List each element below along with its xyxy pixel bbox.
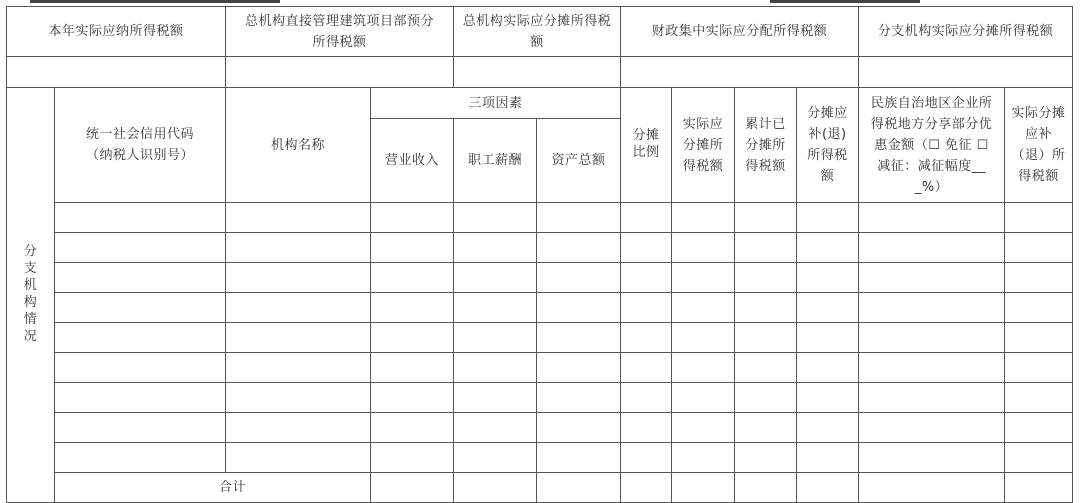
actual-share-cell[interactable] (672, 413, 735, 443)
table-row (7, 323, 1073, 353)
accum-share-cell[interactable] (735, 443, 797, 473)
hq-share-value[interactable] (454, 57, 621, 88)
actual-share-header: 实际应分摊所得税额 (672, 88, 735, 203)
assets-cell[interactable] (537, 413, 621, 443)
refund-cell[interactable] (797, 263, 859, 293)
ratio-cell[interactable] (621, 413, 672, 443)
branch-share-value[interactable] (859, 57, 1073, 88)
branch-header-row-1 (7, 88, 1073, 119)
revenue-cell[interactable] (371, 293, 454, 323)
actual-refund-cell[interactable] (1005, 263, 1073, 293)
three-factors-header: 三项因素 (371, 88, 621, 119)
refund-header: 分摊应补(退)所得税额 (797, 88, 859, 203)
salary-cell[interactable] (454, 383, 537, 413)
ethnic-region-header: 民族自治地区企业所得税地方分享部分优惠金额（☐ 免征 ☐ 减征：减征幅度___%） (859, 88, 1005, 203)
ethnic-cell[interactable] (859, 383, 1005, 413)
actual-share-cell[interactable] (672, 293, 735, 323)
ratio-cell[interactable] (621, 443, 672, 473)
actual-refund-cell[interactable] (1005, 293, 1073, 323)
assets-cell[interactable] (537, 293, 621, 323)
revenue-cell[interactable] (371, 323, 454, 353)
ethnic-cell[interactable] (859, 413, 1005, 443)
ratio-cell[interactable] (621, 323, 672, 353)
assets-cell[interactable] (537, 443, 621, 473)
fiscal-value[interactable] (621, 57, 859, 88)
ratio-header: 分摊比例 (621, 88, 672, 203)
actual-share-cell[interactable] (672, 233, 735, 263)
summary-value-row (7, 57, 1073, 88)
actual-share-cell[interactable] (672, 383, 735, 413)
credit-code-cell[interactable] (55, 383, 226, 413)
ratio-cell[interactable] (621, 203, 672, 233)
refund-cell[interactable] (797, 353, 859, 383)
refund-cell[interactable] (797, 293, 859, 323)
actual-share-cell[interactable] (672, 443, 735, 473)
ratio-cell[interactable] (621, 233, 672, 263)
summary-header-row (7, 7, 1073, 57)
accum-share-cell[interactable] (735, 263, 797, 293)
actual-share-cell[interactable] (672, 263, 735, 293)
refund-cell[interactable] (797, 443, 859, 473)
hq-share-header: 总机构实际应分摊所得税额 (454, 7, 621, 57)
salary-cell[interactable] (454, 233, 537, 263)
ethnic-cell[interactable] (859, 203, 1005, 233)
table-row (7, 383, 1073, 413)
accum-share-cell[interactable] (735, 293, 797, 323)
actual-refund-cell[interactable] (1005, 353, 1073, 383)
revenue-cell[interactable] (371, 443, 454, 473)
table-row (7, 203, 1073, 233)
accum-share-cell[interactable] (735, 353, 797, 383)
salary-cell[interactable] (454, 323, 537, 353)
ratio-cell[interactable] (621, 263, 672, 293)
actual-share-cell[interactable] (672, 203, 735, 233)
org-name-cell[interactable] (226, 203, 371, 233)
actual-refund-cell[interactable] (1005, 323, 1073, 353)
accum-share-cell[interactable] (735, 413, 797, 443)
salary-header: 职工薪酬 (454, 119, 537, 203)
ethnic-cell[interactable] (859, 293, 1005, 323)
table-row (7, 293, 1073, 323)
ethnic-cell[interactable] (859, 233, 1005, 263)
salary-cell[interactable] (454, 413, 537, 443)
salary-cell[interactable] (454, 443, 537, 473)
ethnic-cell[interactable] (859, 353, 1005, 383)
revenue-header: 营业收入 (371, 119, 454, 203)
revenue-cell[interactable] (371, 263, 454, 293)
accum-share-cell[interactable] (735, 203, 797, 233)
fiscal-header: 财政集中实际应分配所得税额 (621, 7, 859, 57)
table-row (7, 443, 1073, 473)
branch-share-header: 分支机构实际应分摊所得税额 (859, 7, 1073, 57)
table-row (7, 413, 1073, 443)
actual-refund-cell[interactable] (1005, 203, 1073, 233)
credit-code-cell[interactable] (55, 353, 226, 383)
ethnic-cell[interactable] (859, 263, 1005, 293)
branch-side-label: 分支机构情况 (7, 88, 55, 503)
actual-share-cell[interactable] (672, 353, 735, 383)
credit-code-cell[interactable] (55, 323, 226, 353)
hq-direct-value[interactable] (226, 57, 454, 88)
credit-code-cell[interactable] (55, 413, 226, 443)
org-name-cell[interactable] (226, 443, 371, 473)
ratio-cell[interactable] (621, 293, 672, 323)
assets-cell[interactable] (537, 383, 621, 413)
org-name-cell[interactable] (226, 323, 371, 353)
org-name-cell[interactable] (226, 263, 371, 293)
revenue-cell[interactable] (371, 353, 454, 383)
credit-code-cell[interactable] (55, 233, 226, 263)
org-name-cell[interactable] (226, 233, 371, 263)
refund-cell[interactable] (797, 203, 859, 233)
assets-cell[interactable] (537, 263, 621, 293)
actual-refund-cell[interactable] (1005, 383, 1073, 413)
refund-cell[interactable] (797, 233, 859, 263)
revenue-cell[interactable] (371, 233, 454, 263)
actual-share-cell[interactable] (672, 323, 735, 353)
salary-cell[interactable] (454, 353, 537, 383)
org-name-cell[interactable] (226, 413, 371, 443)
salary-cell[interactable] (454, 293, 537, 323)
table-row (7, 233, 1073, 263)
hq-direct-header: 总机构直接管理建筑项目部预分所得税额 (226, 7, 454, 57)
accum-share-cell[interactable] (735, 383, 797, 413)
branch-tax-allocation-form (6, 6, 1073, 503)
total-label: 合计 (55, 473, 371, 503)
credit-code-header: 统一社会信用代码（纳税人识别号） (55, 88, 226, 203)
org-name-cell[interactable] (226, 293, 371, 323)
actual-refund-cell[interactable] (1005, 413, 1073, 443)
accum-share-cell[interactable] (735, 323, 797, 353)
refund-cell[interactable] (797, 383, 859, 413)
annual-tax-value[interactable] (7, 57, 226, 88)
assets-cell[interactable] (537, 353, 621, 383)
revenue-cell[interactable] (371, 413, 454, 443)
actual-refund-header: 实际分摊应补（退）所得税额 (1005, 88, 1073, 203)
assets-cell[interactable] (537, 233, 621, 263)
accum-share-header: 累计已分摊所得税额 (735, 88, 797, 203)
accum-share-cell[interactable] (735, 233, 797, 263)
ethnic-cell[interactable] (859, 443, 1005, 473)
org-name-header: 机构名称 (226, 88, 371, 203)
ratio-cell[interactable] (621, 383, 672, 413)
actual-refund-cell[interactable] (1005, 443, 1073, 473)
salary-cell[interactable] (454, 203, 537, 233)
ethnic-cell[interactable] (859, 323, 1005, 353)
credit-code-cell[interactable] (55, 203, 226, 233)
assets-header: 资产总额 (537, 119, 621, 203)
assets-cell[interactable] (537, 203, 621, 233)
salary-cell[interactable] (454, 263, 537, 293)
refund-cell[interactable] (797, 323, 859, 353)
credit-code-cell[interactable] (55, 263, 226, 293)
org-name-cell[interactable] (226, 383, 371, 413)
assets-cell[interactable] (537, 323, 621, 353)
revenue-cell[interactable] (371, 383, 454, 413)
revenue-cell[interactable] (371, 203, 454, 233)
refund-cell[interactable] (797, 413, 859, 443)
table-row (7, 353, 1073, 383)
actual-refund-cell[interactable] (1005, 233, 1073, 263)
org-name-cell[interactable] (226, 353, 371, 383)
annual-tax-header: 本年实际应纳所得税额 (7, 7, 226, 57)
table-row (7, 263, 1073, 293)
ratio-cell[interactable] (621, 353, 672, 383)
credit-code-cell[interactable] (55, 293, 226, 323)
credit-code-cell[interactable] (55, 443, 226, 473)
